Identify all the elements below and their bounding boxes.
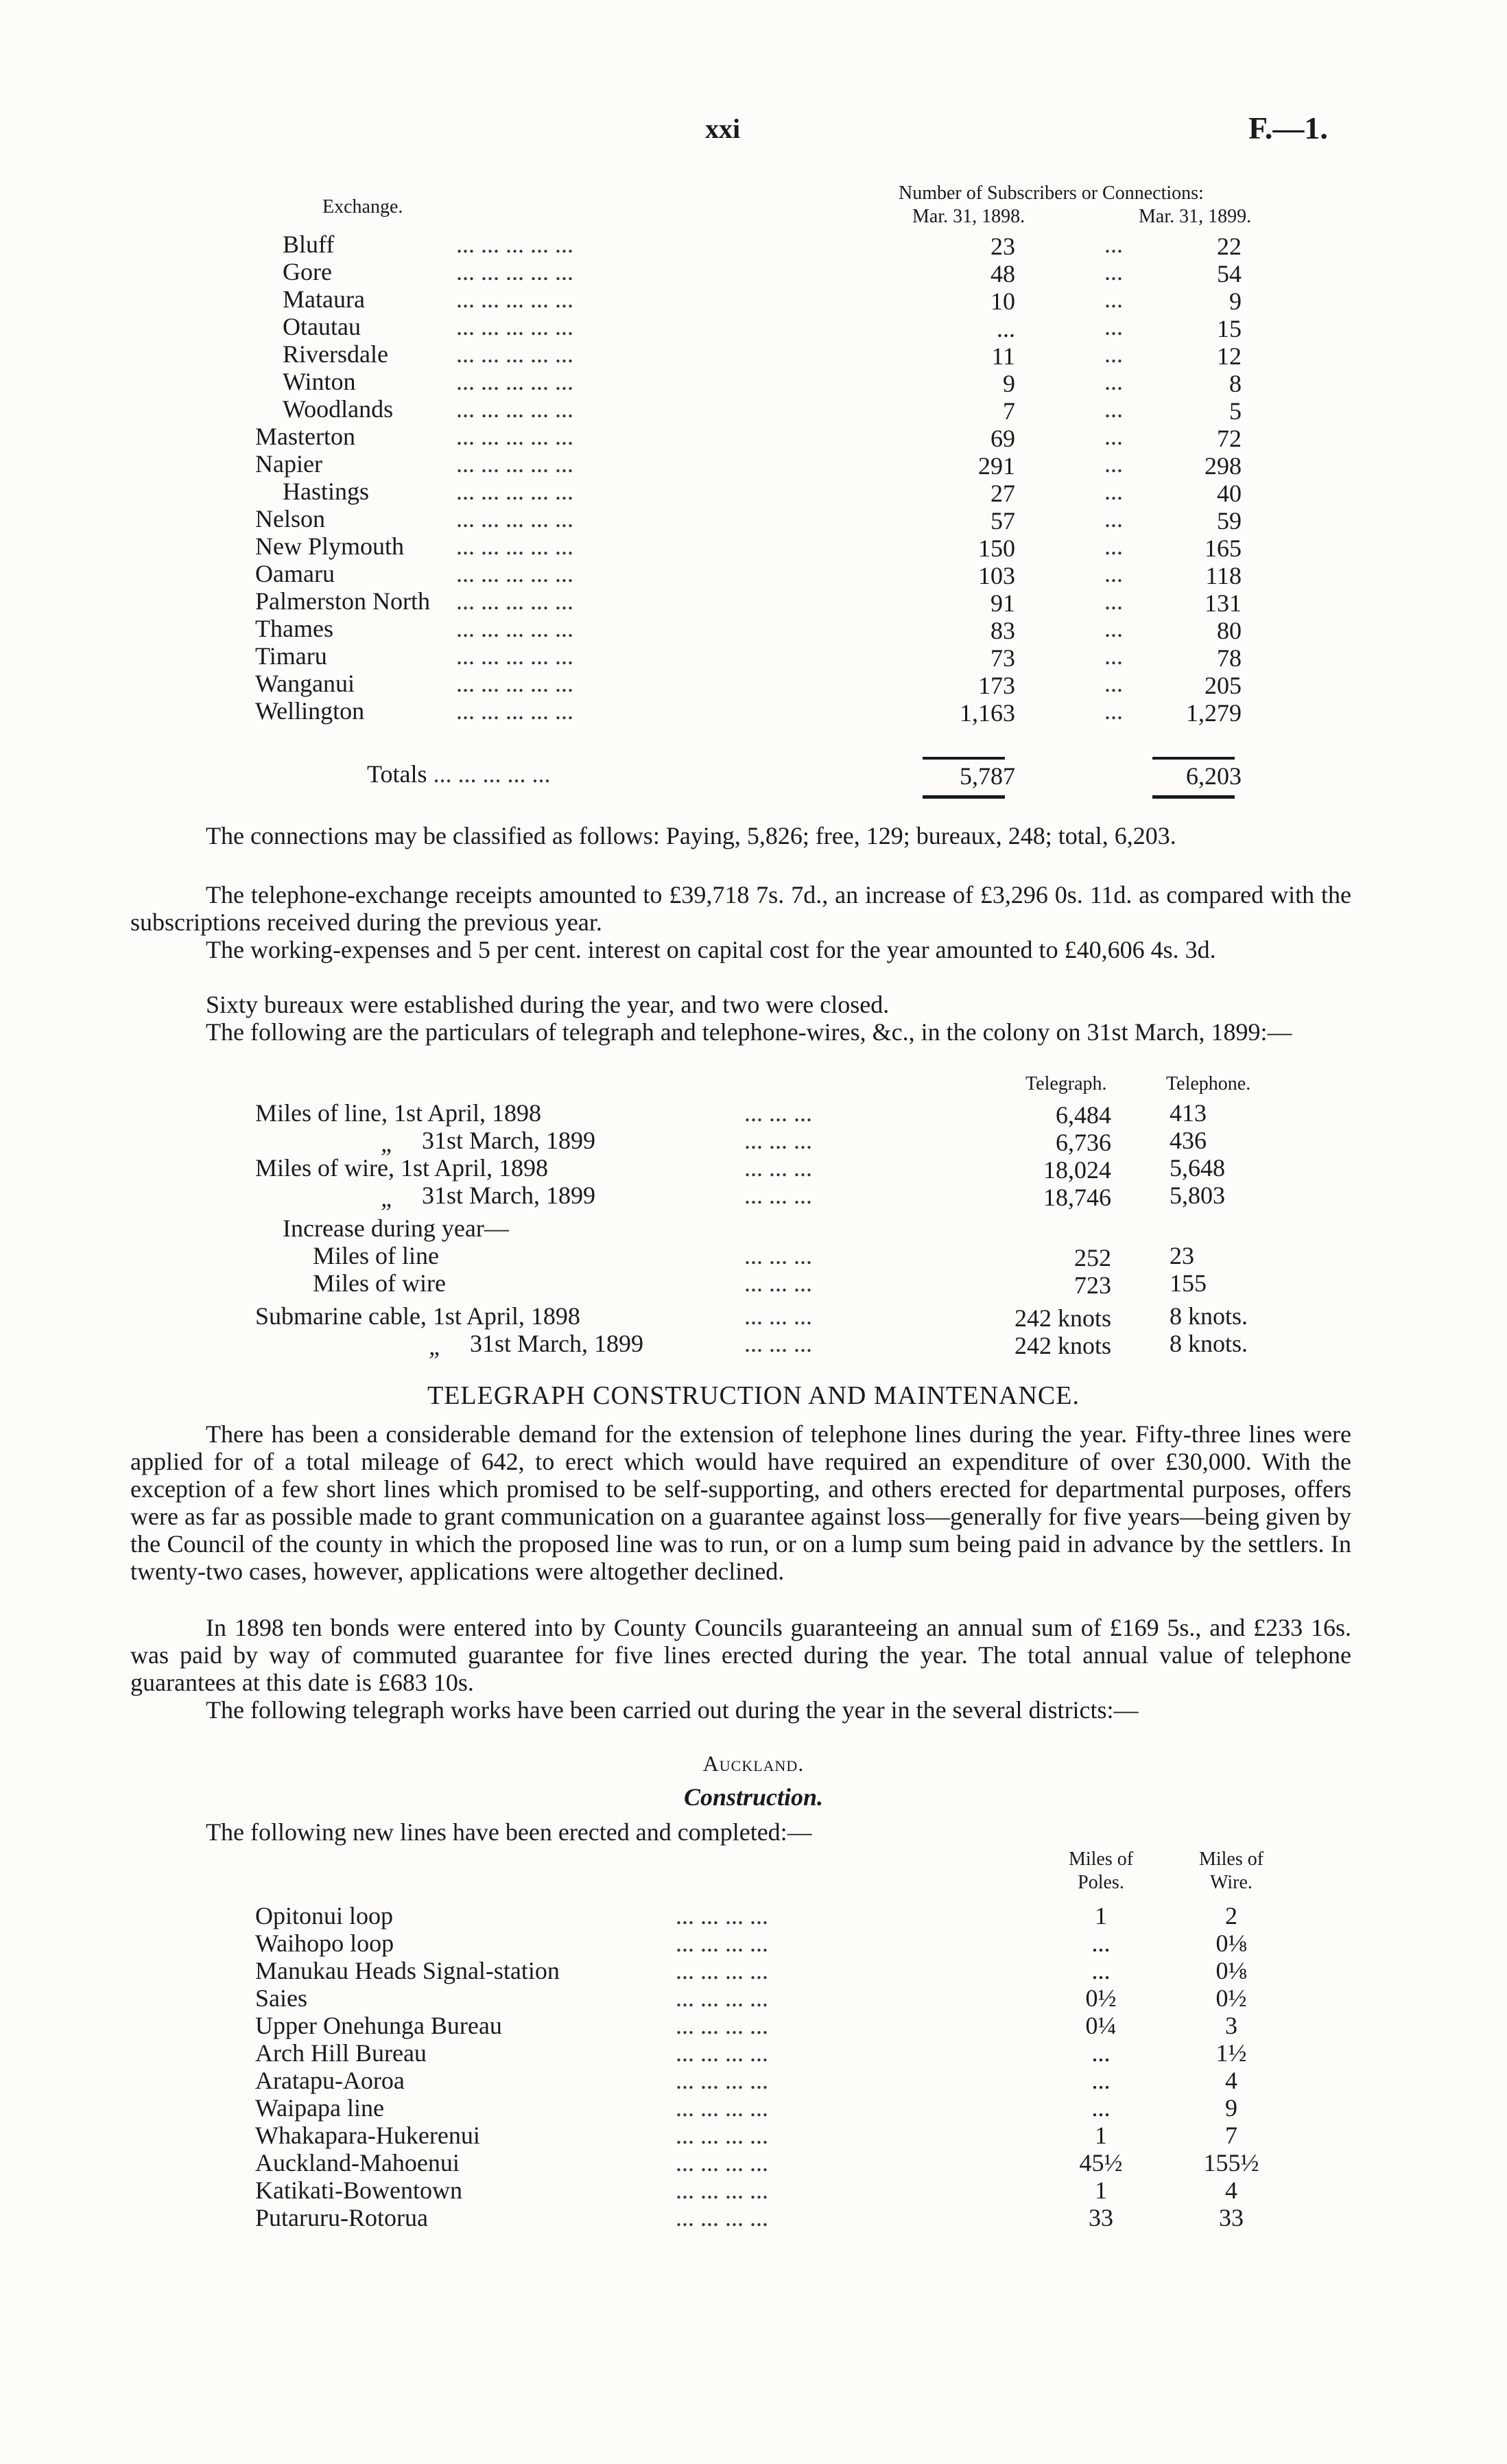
miles-of-wire: 2	[1225, 1902, 1237, 1929]
line-name: Saies	[255, 1984, 307, 2012]
exchange-name: Thames	[255, 615, 333, 642]
line-name: Manukau Heads Signal-station	[255, 1957, 560, 1984]
wire-row-label: 31st March, 1899	[470, 1330, 643, 1357]
line-name: Auckland-Mahoenui	[255, 2149, 460, 2176]
exchange-name: Masterton	[255, 423, 355, 450]
subscribers-1899: 298	[1205, 452, 1242, 480]
leader-dots: ...	[1104, 697, 1123, 725]
telephone-value: 413	[1170, 1099, 1207, 1127]
exchange-name: Riversdale	[283, 340, 388, 368]
miles-of-poles: 1	[1095, 1902, 1107, 1929]
leader-dots: ...	[1104, 450, 1123, 478]
subscribers-1898: 57	[990, 507, 1015, 535]
subscribers-1899: 165	[1205, 535, 1242, 562]
exchange-name: Hastings	[283, 478, 369, 505]
subscribers-1898: 7	[1003, 397, 1015, 425]
line-name: Arch Hill Bureau	[255, 2039, 427, 2067]
construction-heading: Construction.	[683, 1783, 824, 1811]
subscribers-1898: 291	[978, 452, 1015, 480]
subscribers-1898: ...	[997, 315, 1015, 342]
leader-dots: ... ... ... ...	[676, 2094, 768, 2122]
line-name: Upper Onehunga Bureau	[255, 2012, 502, 2039]
leader-dots: ... ... ... ... ...	[456, 368, 573, 395]
section-heading: TELEGRAPH CONSTRUCTION AND MAINTENANCE.	[427, 1381, 1080, 1410]
rule-1899-bottom	[1152, 795, 1235, 799]
leader-dots: ... ... ... ... ...	[456, 505, 573, 532]
miles-of-wire: 7	[1225, 2122, 1237, 2149]
miles-of-poles: ...	[1091, 2039, 1111, 2067]
subscribers-1899: 54	[1217, 260, 1242, 288]
para-demand: There has been a considerable demand for the extension of telephone lines during the year. Fifty-three lines were applied for of a total mileage of 642, to erect which would have required an expenditure of over £30,000. With the exception of a few short lines which promised to be self-supporting, and others erected for departmental purposes, offers were as far as possible made to grant communication on a guarantee against loss—generally for five years—being given by the Council of the county in which the proposed line was to run, or on a lump sum being paid in advance by the settlers. In twenty-two cases, however, applications were altogether declined.	[130, 1420, 1351, 1585]
leader-dots: ...	[1104, 615, 1123, 642]
leader-dots: ... ... ...	[744, 1182, 812, 1209]
leader-dots: ... ... ... ... ...	[456, 532, 573, 560]
leader-dots: ...	[1104, 395, 1123, 423]
subscribers-1899: 72	[1217, 425, 1242, 452]
subscribers-1898: 10	[990, 288, 1015, 315]
leader-dots: ... ... ...	[744, 1099, 812, 1127]
col-wire-header-2: Wire.	[1210, 1872, 1253, 1893]
miles-of-poles: ...	[1091, 1929, 1111, 1957]
subscribers-1898: 69	[990, 425, 1015, 452]
leader-dots: ... ... ... ... ...	[456, 423, 573, 450]
leader-dots: ... ... ...	[744, 1269, 812, 1297]
leader-dots: ... ... ... ...	[676, 1957, 768, 1984]
leader-dots: ... ... ... ...	[676, 2039, 768, 2067]
leader-dots: ...	[1104, 258, 1123, 285]
para-connections: The connections may be classified as follows: Paying, 5,826; free, 129; bureaux, 248; total, 6,203.	[206, 822, 1176, 849]
district-heading: Auckland.	[702, 1751, 805, 1776]
subscribers-1899: 118	[1205, 562, 1242, 589]
subscribers-1899: 80	[1217, 617, 1242, 644]
leader-dots: ... ... ... ...	[676, 2067, 768, 2094]
telegraph-value: 18,024	[1043, 1156, 1111, 1184]
para-receipts: The telephone-exchange receipts amounted to £39,718 7s. 7d., an increase of £3,296 0s. 11d. as compared with the subscriptions received during the previous year.	[130, 881, 1351, 936]
telegraph-value: 6,736	[1056, 1129, 1111, 1156]
para-expenses: The working-expenses and 5 per cent. interest on capital cost for the year amounted to £40,606 4s. 3d.	[206, 936, 1216, 963]
telephone-value: 8 knots.	[1170, 1302, 1248, 1330]
telegraph-value: 242 knots	[1014, 1304, 1111, 1332]
rule-1898-bottom	[923, 795, 1005, 799]
telegraph-value: 252	[1074, 1244, 1111, 1271]
subscribers-1899: 78	[1217, 644, 1242, 672]
exchange-name: Wellington	[255, 697, 365, 725]
exchange-name: Palmerston North	[255, 587, 430, 615]
line-name: Opitonui loop	[255, 1902, 394, 1929]
leader-dots: ... ... ... ...	[676, 2122, 768, 2149]
miles-of-poles: 33	[1089, 2204, 1113, 2231]
exchange-name: Bluff	[283, 231, 335, 258]
rule-1898-top	[923, 757, 1005, 760]
leader-dots: ...	[1104, 587, 1123, 615]
leader-dots: ... ... ...	[744, 1127, 812, 1154]
exchange-name: Timaru	[255, 642, 327, 670]
miles-of-wire: 3	[1225, 2012, 1237, 2039]
leader-dots: ...	[1104, 368, 1123, 395]
leader-dots: ... ... ... ... ...	[456, 642, 573, 670]
miles-of-poles: 1	[1095, 2176, 1107, 2204]
miles-of-wire: 0⅛	[1215, 1929, 1247, 1957]
telephone-value: 23	[1170, 1242, 1194, 1269]
subscribers-1899: 5	[1229, 397, 1242, 425]
subscribers-1898: 48	[990, 260, 1015, 288]
ditto-mark: „	[429, 1333, 443, 1360]
exchange-name: Wanganui	[255, 670, 355, 697]
leader-dots: ... ... ... ... ...	[456, 450, 573, 478]
leader-dots: ... ... ... ...	[676, 1929, 768, 1957]
leader-dots: ...	[1104, 285, 1123, 313]
miles-of-poles: ...	[1091, 2067, 1111, 2094]
exchange-name: Oamaru	[255, 560, 335, 587]
line-name: Whakapara-Hukerenui	[255, 2122, 480, 2149]
col-1898-header: Mar. 31, 1898.	[912, 206, 1025, 227]
leader-dots: ...	[1104, 478, 1123, 505]
ditto-mark: „	[381, 1129, 395, 1157]
exchange-name: Otautau	[283, 313, 361, 340]
leader-dots: ...	[1104, 560, 1123, 587]
line-name: Aratapu-Aoroa	[255, 2067, 405, 2094]
wire-row-label: Submarine cable, 1st April, 1898	[255, 1302, 580, 1330]
telegraph-value: 18,746	[1043, 1184, 1111, 1211]
subscribers-1899: 9	[1229, 288, 1242, 315]
col-poles-header-2: Poles.	[1078, 1872, 1124, 1893]
exchange-name: Winton	[283, 368, 356, 395]
wire-row-label: Miles of wire	[313, 1269, 446, 1297]
col-telephone-header: Telephone.	[1166, 1073, 1251, 1094]
leader-dots: ...	[1104, 340, 1123, 368]
miles-of-poles: ...	[1091, 1957, 1111, 1984]
subscribers-1898: 1,163	[960, 699, 1015, 727]
wire-row-label: Miles of line, 1st April, 1898	[255, 1099, 541, 1127]
subscribers-1898: 11	[991, 342, 1015, 370]
leader-dots: ... ... ...	[744, 1330, 812, 1357]
leader-dots: ... ... ... ... ...	[456, 340, 573, 368]
wire-row-label: Increase during year—	[283, 1215, 509, 1242]
subscribers-1898: 23	[990, 233, 1015, 260]
telephone-value: 436	[1170, 1127, 1207, 1154]
totals-1898: 5,787	[960, 762, 1015, 790]
line-name: Putaruru-Rotorua	[255, 2204, 428, 2231]
telephone-value: 5,803	[1170, 1182, 1225, 1209]
telephone-value: 155	[1170, 1269, 1207, 1297]
subscribers-1899: 131	[1205, 589, 1242, 617]
leader-dots: ... ... ... ...	[676, 2176, 768, 2204]
wire-row-label: Miles of wire, 1st April, 1898	[255, 1154, 548, 1182]
para-bonds: In 1898 ten bonds were entered into by County Councils guaranteeing an annual sum of £169 5s., and £233 16s. was paid by way of commuted guarantee for five lines erected during the year. The total annual value of telephone guarantees at this date is £683 10s.	[130, 1614, 1351, 1696]
wire-row-label: 31st March, 1899	[422, 1127, 595, 1154]
subscribers-1899: 1,279	[1186, 699, 1242, 727]
leader-dots: ... ... ... ... ...	[456, 395, 573, 423]
leader-dots: ... ... ... ...	[676, 2204, 768, 2231]
leader-dots: ... ... ... ... ...	[456, 670, 573, 697]
leader-dots: ...	[1104, 313, 1123, 340]
subscribers-1899: 205	[1205, 672, 1242, 699]
leader-dots: ... ... ... ...	[676, 1902, 768, 1929]
miles-of-wire: 4	[1225, 2176, 1237, 2204]
telephone-value: 8 knots.	[1170, 1330, 1248, 1357]
telephone-value: 5,648	[1170, 1154, 1225, 1182]
leader-dots: ...	[1104, 423, 1123, 450]
leader-dots: ...	[1104, 532, 1123, 560]
subscribers-1898: 83	[990, 617, 1015, 644]
leader-dots: ...	[1104, 505, 1123, 532]
miles-of-wire: 4	[1225, 2067, 1237, 2094]
subscribers-1898: 91	[990, 589, 1015, 617]
subscribers-1899: 22	[1217, 233, 1242, 260]
leader-dots: ... ... ...	[744, 1154, 812, 1182]
miles-of-wire: 33	[1219, 2204, 1244, 2231]
subscribers-1898: 173	[978, 672, 1015, 699]
leader-dots: ...	[1104, 670, 1123, 697]
para-bureaux: Sixty bureaux were established during the year, and two were closed.	[206, 991, 890, 1018]
exchange-name: Nelson	[255, 505, 325, 532]
miles-of-wire: 1½	[1215, 2039, 1247, 2067]
miles-of-poles: 45½	[1079, 2149, 1123, 2176]
leader-dots: ...	[1104, 642, 1123, 670]
subscribers-1899: 40	[1217, 480, 1242, 507]
leader-dots: ... ... ... ... ...	[456, 285, 573, 313]
page-code: F.—1.	[1248, 110, 1328, 145]
totals-label: Totals ... ... ... ... ...	[367, 760, 551, 788]
exchange-name: New Plymouth	[255, 532, 405, 560]
exchange-name: Gore	[283, 258, 332, 285]
leader-dots: ... ... ... ... ...	[456, 615, 573, 642]
miles-of-poles: ...	[1091, 2094, 1111, 2122]
telegraph-value: 6,484	[1056, 1101, 1111, 1129]
leader-dots: ... ... ...	[744, 1302, 812, 1330]
page-number: xxi	[705, 113, 741, 144]
subscribers-1899: 15	[1217, 315, 1242, 342]
totals-1899: 6,203	[1186, 762, 1242, 790]
subscribers-1899: 59	[1217, 507, 1242, 535]
subscribers-1899: 12	[1217, 342, 1242, 370]
line-name: Katikati-Bowentown	[255, 2176, 462, 2204]
subscribers-1898: 73	[990, 644, 1015, 672]
leader-dots: ... ... ... ... ...	[456, 478, 573, 505]
wire-row-label: Miles of line	[313, 1242, 439, 1269]
wire-row-label: 31st March, 1899	[422, 1182, 595, 1209]
leader-dots: ... ... ... ... ...	[456, 587, 573, 615]
leader-dots: ... ... ... ... ...	[456, 560, 573, 587]
leader-dots: ... ... ... ...	[676, 2149, 768, 2176]
leader-dots: ... ... ... ... ...	[456, 697, 573, 725]
miles-of-wire: 0⅛	[1215, 1957, 1247, 1984]
subscribers-1898: 150	[978, 535, 1015, 562]
ditto-mark: „	[381, 1184, 395, 1212]
miles-of-poles: 0½	[1085, 1984, 1117, 2012]
col-poles-header-1: Miles of	[1068, 1849, 1134, 1870]
para-works: The following telegraph works have been carried out during the year in the several districts:—	[206, 1696, 1139, 1724]
col-telegraph-header: Telegraph.	[1025, 1073, 1107, 1094]
subscribers-1898: 27	[990, 480, 1015, 507]
col-exchange-header: Exchange.	[322, 196, 403, 218]
telegraph-value: 723	[1074, 1271, 1111, 1299]
telegraph-value: 242 knots	[1014, 1332, 1111, 1359]
col-wire-header-1: Miles of	[1198, 1849, 1264, 1870]
leader-dots: ... ... ...	[744, 1242, 812, 1269]
miles-of-poles: 0¼	[1085, 2012, 1117, 2039]
leader-dots: ... ... ... ... ...	[456, 258, 573, 285]
line-name: Waipapa line	[255, 2094, 385, 2122]
line-name: Waihopo loop	[255, 1929, 394, 1957]
leader-dots: ...	[1104, 231, 1123, 258]
rule-1899-top	[1152, 757, 1235, 760]
exchange-name: Napier	[255, 450, 322, 478]
leader-dots: ... ... ... ...	[676, 2012, 768, 2039]
miles-of-wire: 155½	[1203, 2149, 1259, 2176]
subscribers-1898: 9	[1003, 370, 1015, 397]
col-1899-header: Mar. 31, 1899.	[1139, 206, 1252, 227]
subscribers-1898: 103	[978, 562, 1015, 589]
miles-of-wire: 9	[1225, 2094, 1237, 2122]
subscribers-1899: 8	[1229, 370, 1242, 397]
col-number-header: Number of Subscribers or Connections:	[899, 183, 1204, 204]
para-particulars: The following are the particulars of telegraph and telephone-wires, &c., in the colony on 31st March, 1899:—	[206, 1018, 1292, 1046]
miles-of-poles: 1	[1095, 2122, 1107, 2149]
leader-dots: ... ... ... ...	[676, 1984, 768, 2012]
miles-of-wire: 0½	[1215, 1984, 1247, 2012]
lines-intro: The following new lines have been erected and completed:—	[206, 1818, 812, 1846]
exchange-name: Woodlands	[283, 395, 394, 423]
leader-dots: ... ... ... ... ...	[456, 313, 573, 340]
exchange-name: Mataura	[283, 285, 365, 313]
leader-dots: ... ... ... ... ...	[456, 231, 573, 258]
